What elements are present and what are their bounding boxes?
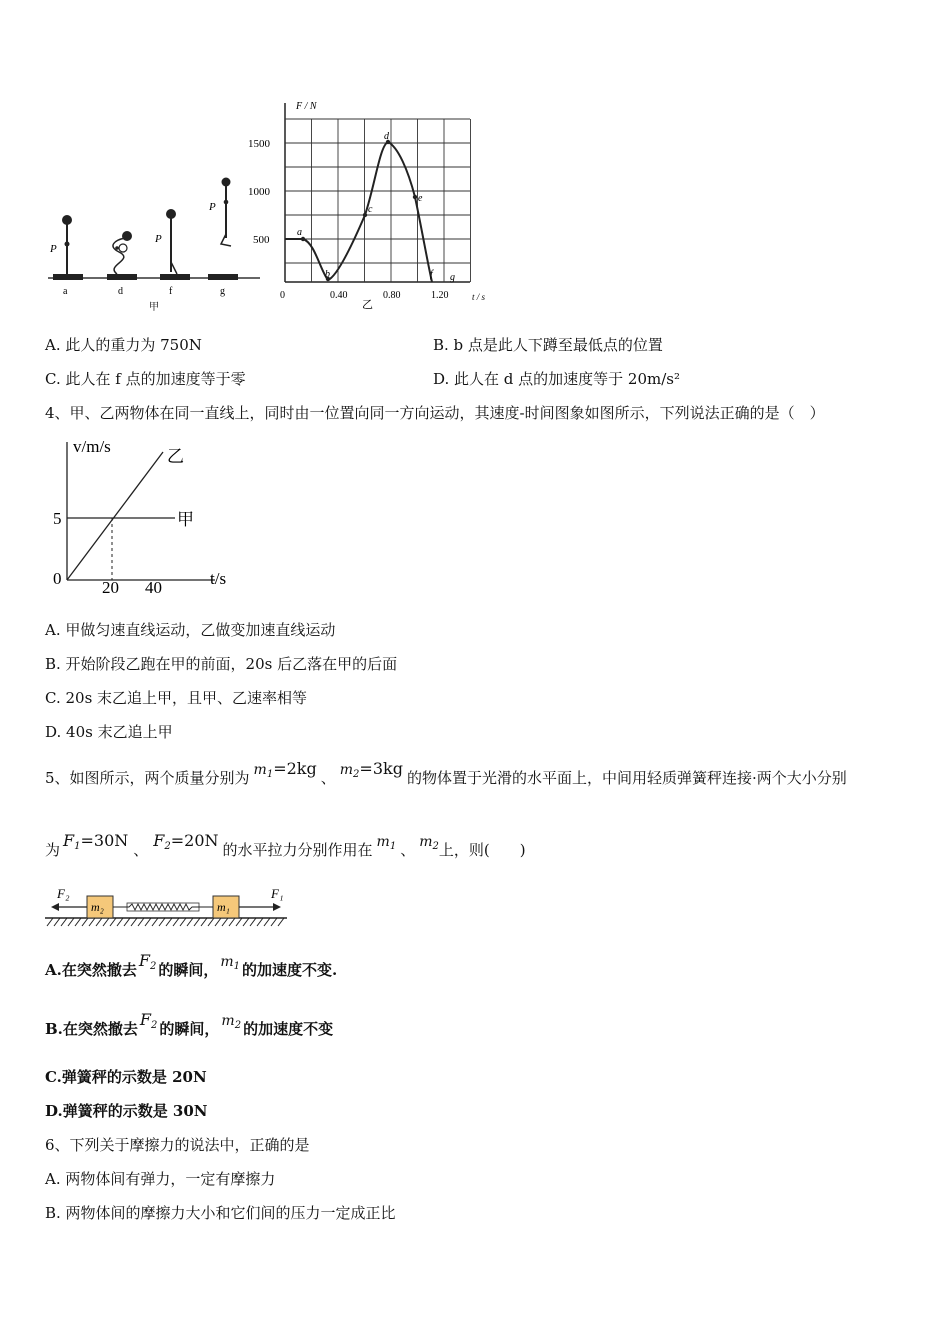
q4-stem: 4、甲、乙两物体在同一直线上，同时由一位置向同一方向运动，其速度-时间图象如图所示，下列说法正确的是（ ） [45, 404, 825, 422]
point-label: b [325, 269, 330, 280]
q4-option-a: A. 甲做匀速直线运动，乙做变加速直线运动 [45, 621, 336, 639]
q6-option-b: B. 两物体间的摩擦力大小和它们间的压力一定成正比 [45, 1204, 396, 1222]
ground-hatch [110, 918, 116, 926]
svg-text:a: a [63, 286, 68, 297]
q4-option-c: C. 20s 末乙追上甲，且甲、乙速率相等 [45, 689, 308, 707]
figure-jia-caption: 甲 [149, 302, 159, 313]
x-axis-label: t / s [472, 292, 486, 302]
ground-hatch [117, 918, 123, 926]
ground-hatch [152, 918, 158, 926]
q5-option-a: A.在突然撤去 $F_2$ 的瞬间， $m_1$ 的加速度不变. [45, 951, 338, 979]
q6-stem: 6、下列关于摩擦力的说法中，正确的是 [45, 1136, 310, 1154]
origin-label: 0 [53, 569, 62, 588]
ground-hatch [96, 918, 102, 926]
ground-hatch [208, 918, 214, 926]
y-tick: 1000 [248, 186, 270, 198]
svg-text:m₂: m₂ [91, 900, 104, 914]
q3-option-b: B. b 点是此人下蹲至最低点的位置 [433, 336, 663, 354]
line-yi [67, 452, 163, 580]
ground-hatch [264, 918, 270, 926]
pose-a [49, 215, 83, 297]
point-label: e [418, 193, 423, 204]
ground-hatch [75, 918, 81, 926]
ground-hatch [194, 918, 200, 926]
ground-hatch [124, 918, 130, 926]
ground-hatch [236, 918, 242, 926]
ground-hatch [103, 918, 109, 926]
ground-hatch [201, 918, 207, 926]
ground-hatch [180, 918, 186, 926]
svg-text:P: P [50, 243, 57, 255]
ground-hatch [173, 918, 179, 926]
q5-stem-line1: 5、如图所示，两个质量分别为 $m_1=2kg$ 、 $m_2=3kg$ 的物体置于光滑的水平面上，中间用轻质弹簧秤连接·两个大小分别 [45, 759, 847, 787]
ground-hatch [159, 918, 165, 926]
figure-jia-poses [45, 170, 270, 315]
ground-hatch [82, 918, 88, 926]
label-yi: 乙 [167, 447, 184, 466]
ground-hatch [243, 918, 249, 926]
ground-hatch [215, 918, 221, 926]
label-jia: 甲 [177, 510, 194, 529]
point-label: c [368, 204, 373, 215]
figure-yi-f-t-graph [240, 95, 500, 315]
ground-hatch [222, 918, 228, 926]
point-label: d [384, 131, 389, 142]
ground-hatch [138, 918, 144, 926]
ground-hatch [257, 918, 263, 926]
q4-option-b: B. 开始阶段乙跑在甲的前面，20s 后乙落在甲的后面 [45, 655, 398, 673]
ground-hatch [166, 918, 172, 926]
x-tick: 0 [280, 290, 285, 301]
ground-hatch [131, 918, 137, 926]
y-tick: 500 [253, 234, 270, 246]
svg-text:P: P [155, 233, 162, 245]
q3-option-d: D. 此人在 d 点的加速度等于 20m/s² [433, 370, 681, 388]
pose-g [208, 178, 238, 298]
ground-hatch [187, 918, 193, 926]
t-axis-label: t/s [210, 569, 227, 588]
q4-v-t-graph [45, 432, 245, 607]
y-tick: 1500 [248, 138, 270, 150]
x-tick: 1.20 [431, 290, 449, 301]
x-tick-40: 40 [145, 578, 162, 597]
force-curve [285, 142, 432, 282]
q3-option-a: A. 此人的重力为 750N [45, 336, 202, 354]
ground-hatch [250, 918, 256, 926]
x-tick-20: 20 [102, 578, 119, 597]
q5-stem-line2: 为 $F_1=30N$ 、 $F_2=20N$ 的水平拉力分别作用在 $m_1$ 、 $m_2$上，则( ) [45, 831, 526, 859]
pose-f [154, 209, 190, 297]
y-tick-5: 5 [53, 509, 62, 528]
y-axis-label: F / N [296, 101, 317, 112]
ground-hatch [89, 918, 95, 926]
ground-hatch [54, 918, 60, 926]
ground-hatch [229, 918, 235, 926]
q5-option-b: B.在突然撤去 $F_2$ 的瞬间， $m_2$ 的加速度不变 [45, 1010, 334, 1038]
x-tick: 0.80 [383, 290, 401, 301]
ground-hatch [145, 918, 151, 926]
ground-hatch [68, 918, 74, 926]
svg-text:m₁: m₁ [217, 900, 230, 914]
svg-text:g: g [220, 286, 225, 297]
q3-option-c: C. 此人在 f 点的加速度等于零 [45, 370, 246, 388]
ground-hatch [278, 918, 284, 926]
q5-spring-figure [45, 882, 295, 932]
svg-text:d: d [118, 286, 123, 297]
svg-text:f: f [169, 286, 173, 297]
q6-option-a: A. 两物体间有弹力，一定有摩擦力 [45, 1170, 276, 1188]
pose-d [107, 231, 137, 297]
figure-yi-caption: 乙 [362, 299, 373, 311]
svg-text:P: P [209, 201, 216, 213]
q5-option-d: D.弹簧秤的示数是 30N [45, 1102, 208, 1120]
v-axis-label: v/m/s [73, 437, 111, 456]
q5-option-c: C.弹簧秤的示数是 20N [45, 1068, 207, 1086]
ground-hatch [271, 918, 277, 926]
svg-text:F₂: F₂ [57, 886, 70, 901]
point-label: a [297, 227, 302, 238]
x-tick: 0.40 [330, 290, 348, 301]
q4-option-d: D. 40s 末乙追上甲 [45, 723, 173, 741]
point-label: g [450, 272, 455, 283]
svg-text:F₁: F₁ [271, 886, 284, 901]
ground-hatch [47, 918, 53, 926]
point-label: f [430, 269, 433, 280]
ground-hatch [61, 918, 67, 926]
